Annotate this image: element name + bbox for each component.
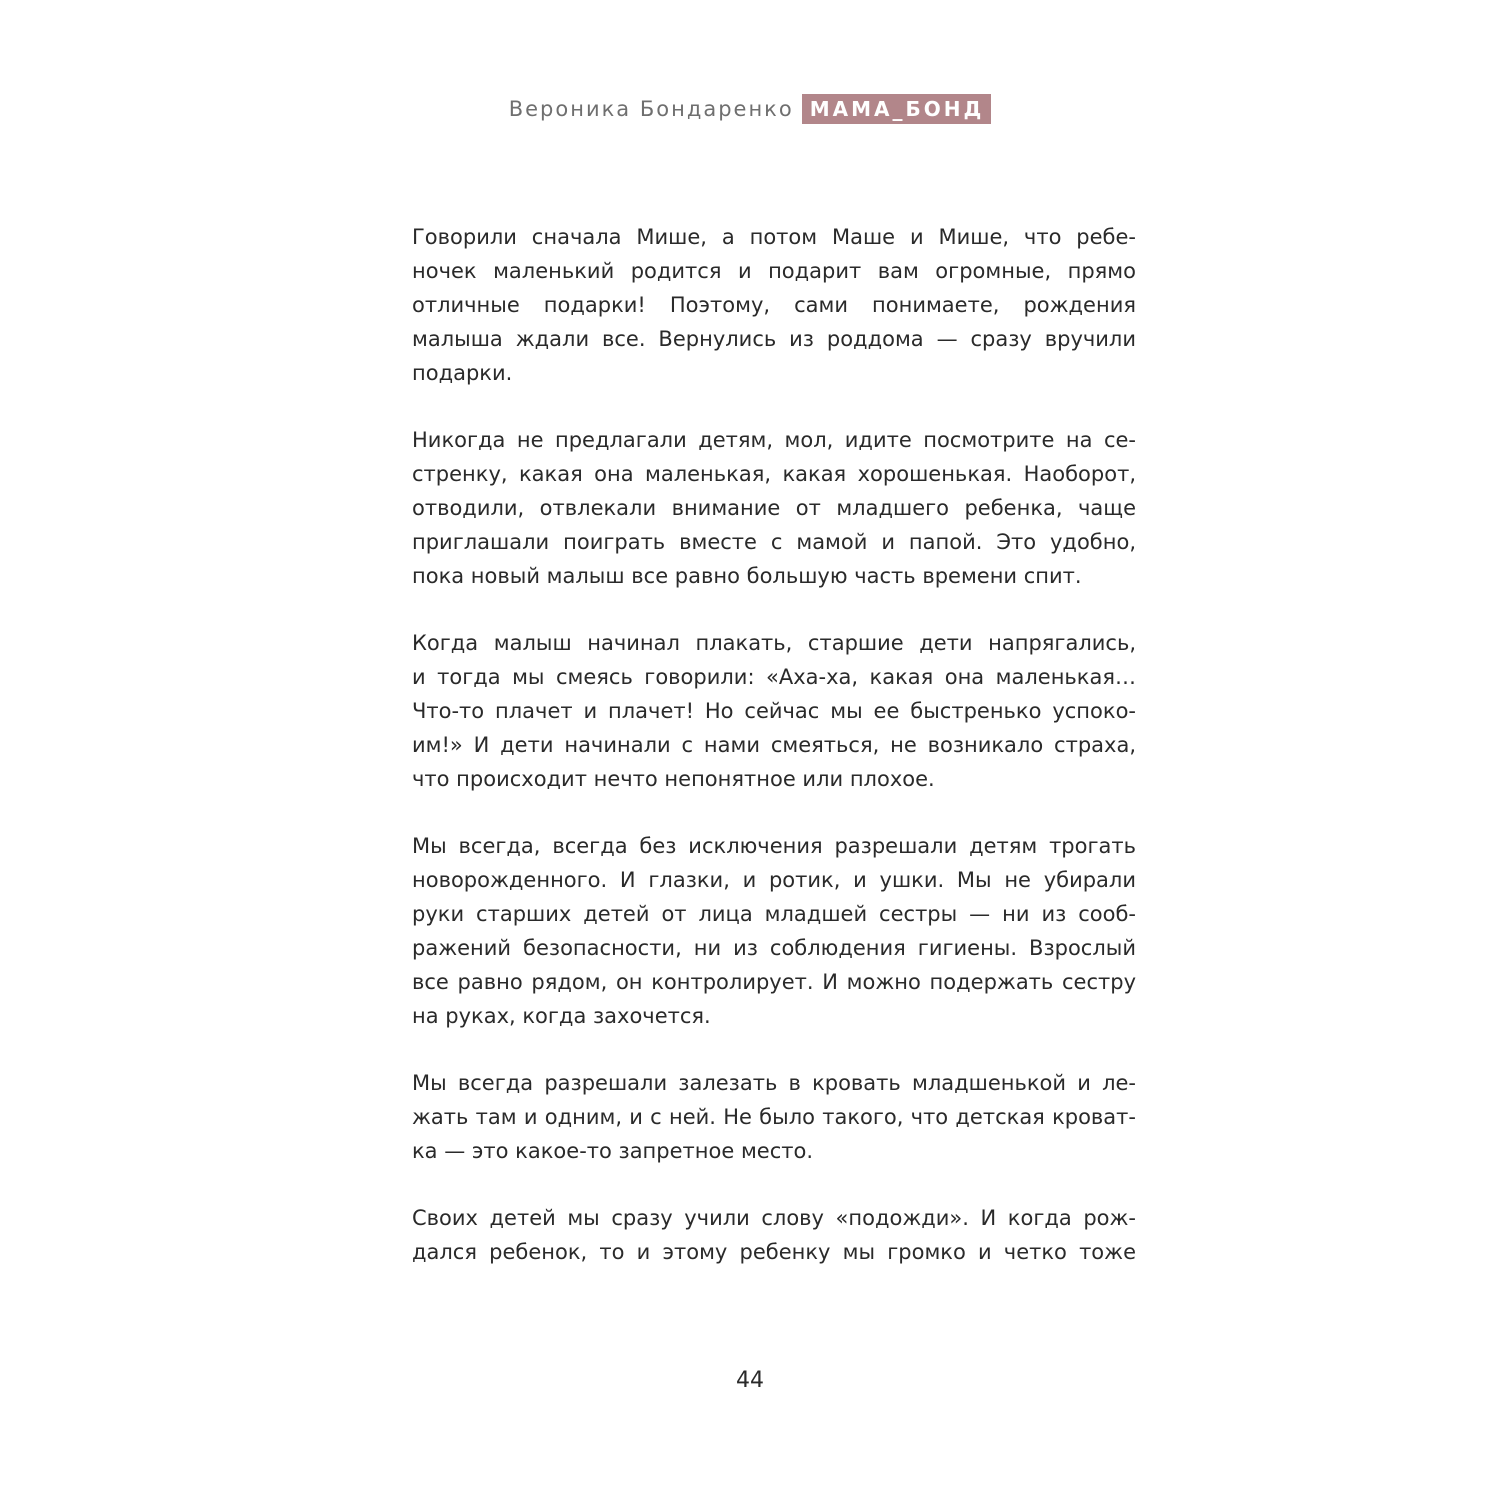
paragraph-2 xyxy=(412,423,1136,593)
text-line: ночек маленький родится и подарит вам огромные, прямо xyxy=(412,259,1136,283)
text-line: Когда малыш начинал плакать, старшие дети напрягались, xyxy=(412,631,1136,655)
text-line: Что-то плачет и плачет! Но сейчас мы ее быстренько успоко- xyxy=(412,699,1136,723)
text-line: Говорили сначала Мише, а потом Маше и Мише, что ребе- xyxy=(412,225,1136,249)
page-number: 44 xyxy=(736,1368,764,1393)
text-line: приглашали поиграть вместе с мамой и папой. Это удобно, xyxy=(412,530,1136,554)
text-line: Своих детей мы сразу учили слову «подожди». И когда рож- xyxy=(412,1206,1136,1230)
text-line: на руках, когда захочется. xyxy=(412,1004,711,1028)
text-line: пока новый малыш все равно большую часть времени спит. xyxy=(412,564,1082,588)
header-brand-badge: МАМА_БОНД xyxy=(802,94,992,124)
text-line: новорожденного. И глазки, и ротик, и ушки. Мы не убирали xyxy=(412,868,1136,892)
text-line: Мы всегда разрешали залезать в кровать младшенькой и ле- xyxy=(412,1071,1136,1095)
text-line: подарки. xyxy=(412,361,513,385)
text-line: и тогда мы смеясь говорили: «Аха-ха, какая она маленькая… xyxy=(412,665,1136,689)
body-text xyxy=(412,220,1136,1302)
text-line: стренку, какая она маленькая, какая хорошенькая. Наоборот, xyxy=(412,462,1136,486)
paragraph-3 xyxy=(412,626,1136,796)
running-header xyxy=(0,94,1500,124)
text-line: отводили, отвлекали внимание от младшего ребенка, чаще xyxy=(412,496,1136,520)
text-line: Мы всегда, всегда без исключения разрешали детям трогать xyxy=(412,834,1136,858)
paragraph-6 xyxy=(412,1201,1136,1269)
text-line: жать там и одним, и с ней. Не было такого, что детская кроват- xyxy=(412,1105,1136,1129)
text-line: отличные подарки! Поэтому, сами понимаете, рождения xyxy=(412,293,1136,317)
text-line: ка — это какое-то запретное место. xyxy=(412,1139,814,1163)
text-line: им!» И дети начинали с нами смеяться, не возникало страха, xyxy=(412,733,1136,757)
text-line: дался ребенок, то и этому ребенку мы громко и четко тоже xyxy=(412,1240,1136,1264)
paragraph-5 xyxy=(412,1066,1136,1168)
header-author: Вероника Бондаренко xyxy=(508,97,794,121)
text-line: что происходит нечто непонятное или плохое. xyxy=(412,767,935,791)
text-line: малыша ждали все. Вернулись из роддома — сразу вручили xyxy=(412,327,1136,351)
paragraph-1 xyxy=(412,220,1136,390)
text-line: Никогда не предлагали детям, мол, идите посмотрите на се- xyxy=(412,428,1136,452)
paragraph-4 xyxy=(412,829,1136,1033)
text-line: все равно рядом, он контролирует. И можно подержать сестру xyxy=(412,970,1136,994)
text-line: ражений безопасности, ни из соблюдения гигиены. Взрослый xyxy=(412,936,1136,960)
text-line: руки старших детей от лица младшей сестры — ни из сооб- xyxy=(412,902,1136,926)
